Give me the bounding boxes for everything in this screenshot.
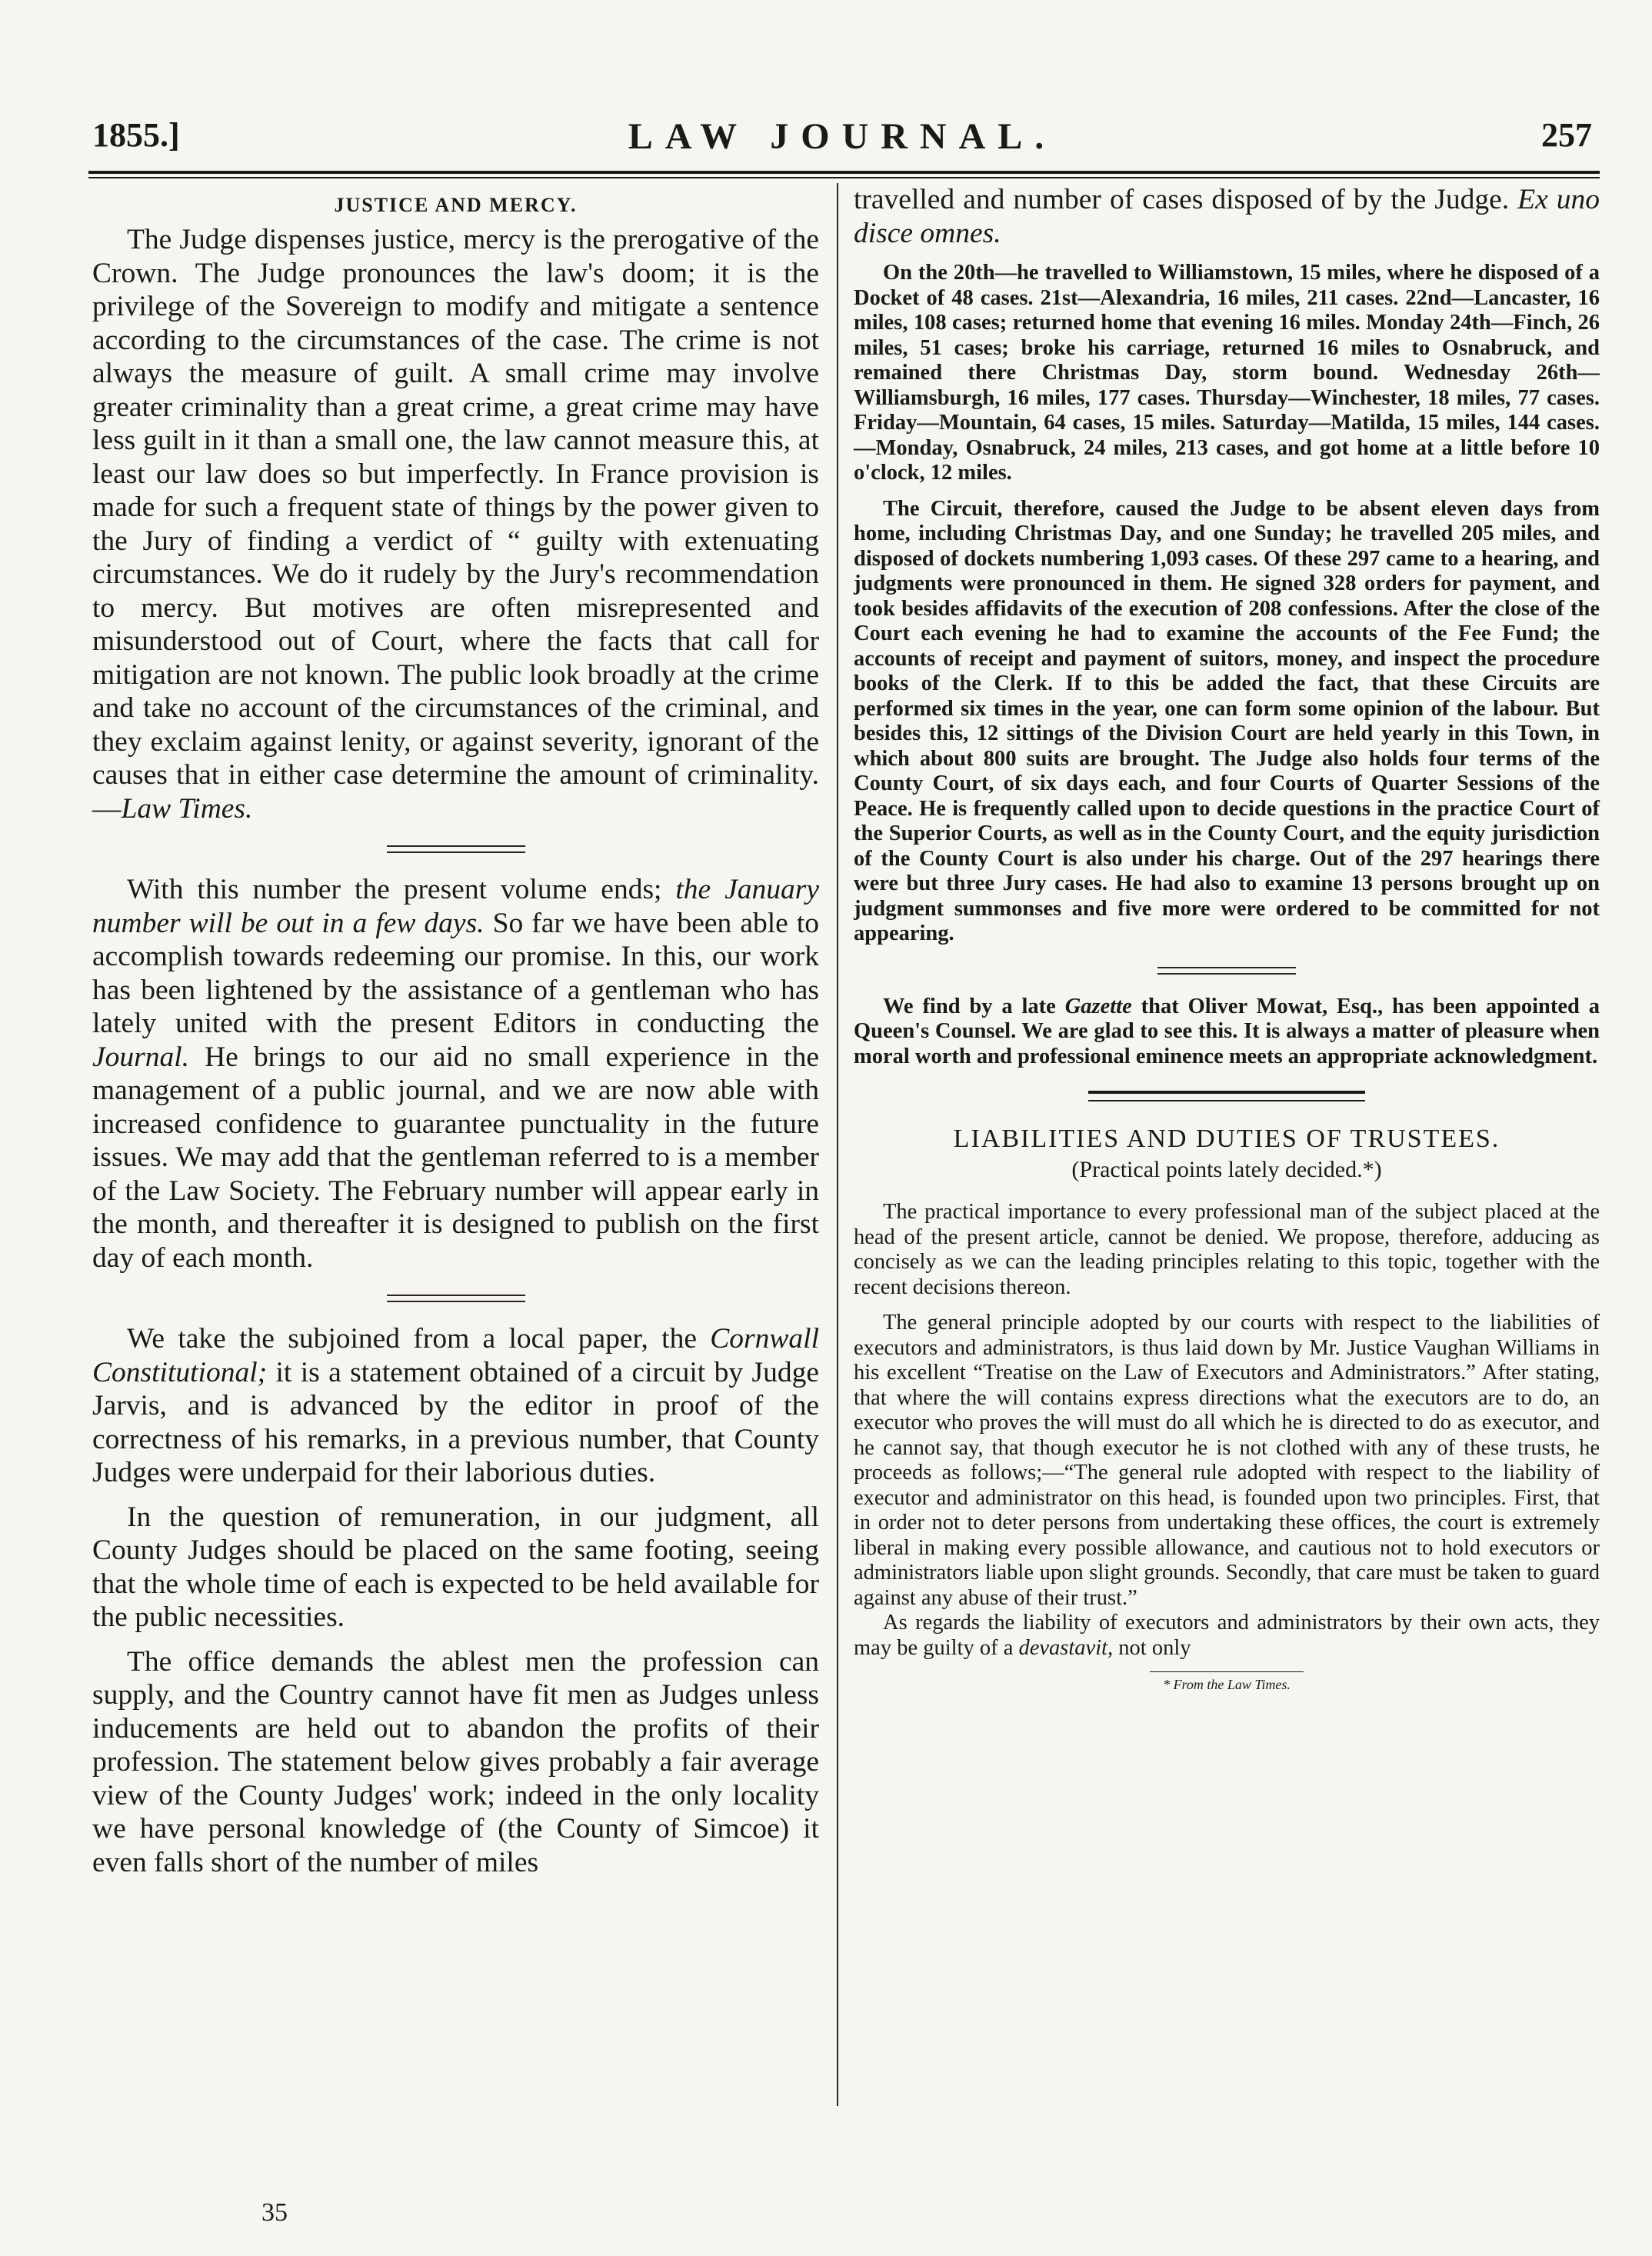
separator-ornament-3 (1157, 967, 1296, 975)
volume-text-start: With this number the present volume ends; (127, 874, 676, 905)
page-number: 257 (1541, 116, 1592, 154)
spacer (854, 486, 1600, 497)
column-divider (837, 183, 838, 2106)
signature-mark: 35 (261, 2198, 288, 2227)
separator-ornament-2 (387, 1295, 525, 1302)
section-rule (1088, 1091, 1365, 1101)
devastavit-term: devastavit, (1018, 1635, 1114, 1660)
right-column (854, 183, 1600, 1693)
volume-text-mid: So far we have been able to accomplish towards redeeming our promise. In this, our work has been lightened by the assistance of a gentleman who has lately united with the present Editors in conducting the (92, 907, 819, 1039)
trustees-subtitle: (Practical points lately decided.*) (1071, 1157, 1382, 1182)
spacer (854, 250, 1600, 261)
header-rule (88, 171, 1600, 174)
volume-paragraph (92, 873, 819, 1275)
volume-text-end: He brings to our aid no small experience in the management of a public journal, and we are now able with increased confidence to guarantee punctuality in the future issues. We may add that the gentleman referred to is a member of the Law Society. The February number will appear early in the month, and thereafter it is designed to publish on the first day of each month. (92, 1041, 819, 1274)
trustees-paragraph-2: The general principle adopted by our courts with respect to the liabilities of executors and administrators, is thus laid down by Mr. Justice Vaughan Williams in his excellent “Treatise on the Law of Executors and Administrators.” After stating, that where the will contains express directions what the executors are to do, an executor who proves the will must do all which he is directed to do as executor, and he cannot say, that though executor he is not clothed with any of these trusts, he proceeds as follows;—“The general rule adopted with respect to the liability of executor and administrator on this head, is founded upon two principles. First, that in order not to deter persons from undertaking these offices, the court is extremely liberal in making every possible allowance, and cautious not to hold executors or administrators liable upon slight grounds. Secondly, that care must be taken to guard against any abuse of their trust.” (854, 1311, 1600, 1610)
remuneration-paragraph: In the question of remuneration, in our judgment, all County Judges should be placed on the same footing, seeing that the whole time of each is expected to be held available for the public necessities. (92, 1501, 819, 1633)
lead-in-text: travelled and number of cases disposed of by the Judge. (854, 184, 1510, 215)
header-rule-thin (88, 177, 1600, 178)
cornwall-text-start: We take the subjoined from a local paper, the (127, 1323, 711, 1355)
office-paragraph: The office demands the ablest men the profession can supply, and the Country cannot have fit men as Judges unless inducements are held out to abandon the profits of their profession. The statement below gives probably a fair average view of the County Judges' work; indeed in the only locality we have personal knowledge of (the County of Simcoe) it even falls short of the number of miles (92, 1645, 819, 1878)
cornwall-paper-name: Cornwall Constitutional; (92, 1323, 819, 1388)
running-header (92, 115, 1592, 169)
volume-text-italic: the January number will be out in a few days. (92, 874, 820, 939)
header-year: 1855.] (92, 116, 180, 154)
gazette-text-end: that Oliver Mowat, Esq., has been appointed a Queen's Counsel. We are glad to see this. It is always a matter of pleasure when moral worth and professional eminence meets an appropriate acknowledgment. (854, 994, 1600, 1068)
spacer (92, 1490, 819, 1501)
lead-in-paragraph (854, 183, 1600, 250)
footnote: * From the Law Times. (1163, 1677, 1291, 1692)
summary-paragraph: The Circuit, therefore, caused the Judge to be absent eleven days from home, including Christmas Day, and one Sunday; he travelled 205 miles, and disposed of dockets numbering 1,093 cases. Of these 297 came to a hearing, and judgments were pronounced in them. He signed 328 orders for payment, and took besides affidavits of the execution of 208 confessions. After the close of the Court each evening he had to examine the accounts of the Fee Fund; the accounts of receipt and payment of suitors, money, and inspect the procedure books of the Clerk. If to this be added the fact, that these Circuits are performed six times in the year, one can form some opinion of the labour. But besides this, 12 sittings of the Division Court are held yearly in this Town, in which about 800 suits are brought. The Judge also holds four terms of the County Court, of six days each, and four Courts of Quarter Sessions of the Peace. He is frequently called upon to decide questions in the practice Court of the Superior Courts, as well as in the County Court, and the equity jurisdiction of the County Court is also under his charge. Out of the 297 hearings there were but three Jury cases. He had also to examine 13 persons brought up on judgment summonses and five more were ordered to be committed for not appearing. (854, 496, 1600, 945)
trustees-text-end: not only (1113, 1635, 1191, 1660)
journal-title: LAW JOURNAL. (628, 116, 1057, 157)
gazette-name: Gazette (1064, 994, 1132, 1018)
justice-paragraph (92, 223, 819, 825)
separator-ornament (387, 845, 525, 853)
volume-text-journal: Journal. (92, 1041, 190, 1073)
gazette-paragraph (854, 995, 1600, 1070)
justice-source: Law Times. (121, 792, 253, 825)
justice-text: The Judge dispenses justice, mercy is the prerogative of the Crown. The Judge pronounces the law's doom; it is the privilege of the Sovereign to modify and mitigate a sentence according to the circumstances of the case. The crime is not always the measure of guilt. A small crime may involve greater criminality than a great crime, a great crime may have less guilt in it than a small one, the law cannot measure this, at least our law does so but imperfectly. In France provision is made for such a frequent state of things by the power given to the Jury of finding a verdict of “ guilty with extenuating circumstances. We do it rudely by the Jury's recommendation to mercy. But motives are often misrepresented and misunderstood out of Court, where the facts that call for mitigation are not known. The public look broadly at the crime and take no account of the circumstances of the criminal, and they exclaim against lenity, or against severity, ignorant of the causes that in either case determine the amount of criminality.— (92, 224, 819, 825)
cornwall-text-end: it is a statement obtained of a circuit by Judge Jarvis, and is advanced by the editor in proof of the correctness of his remarks, in a previous number, that County Judges were underpaid for their laborious duties. (92, 1356, 819, 1488)
trustees-text-start: As regards the liability of executors and administrators by their own acts, they may be guilty of a (854, 1611, 1600, 1660)
trustees-paragraph-3 (854, 1611, 1600, 1661)
gazette-text-start: We find by a late (883, 994, 1065, 1018)
trustees-title: LIABILITIES AND DUTIES OF TRUSTEES. (953, 1125, 1500, 1153)
left-column (92, 183, 819, 1879)
lead-in-motto: Ex uno disce omnes. (854, 184, 1600, 249)
cornwall-paragraph (92, 1322, 819, 1490)
section-title-justice: JUSTICE AND MERCY. (334, 194, 578, 216)
footnote-rule (1150, 1671, 1304, 1672)
spacer (92, 1635, 819, 1645)
spacer (854, 1300, 1600, 1311)
trustees-paragraph-1: The practical importance to every professional man of the subject placed at the head of the present article, cannot be denied. We propose, therefore, adducing as concisely as we can the leading principles relating to this topic, together with the recent decisions thereon. (854, 1200, 1600, 1299)
circuit-paragraph: On the 20th—he travelled to Williamstown, 15 miles, where he disposed of a Docket of 48 cases. 21st—Alexandria, 16 miles, 211 cases. 22nd—Lancaster, 16 miles, 108 cases; returned home that evening 16 miles. Monday 24th—Finch, 26 miles, 51 cases; broke his carriage, returned 16 miles to Osnabruck, and remained there Christmas Day, storm bound. Wednesday 26th—Williamsburgh, 16 miles, 177 cases. Thursday—Winchester, 18 miles, 77 cases. Friday—Mountain, 64 cases, 15 miles. Saturday—Matilda, 15 miles, 144 cases.—Monday, Osnabruck, 24 miles, 213 cases, and got home at a little before 10 o'clock, 12 miles. (854, 261, 1600, 485)
